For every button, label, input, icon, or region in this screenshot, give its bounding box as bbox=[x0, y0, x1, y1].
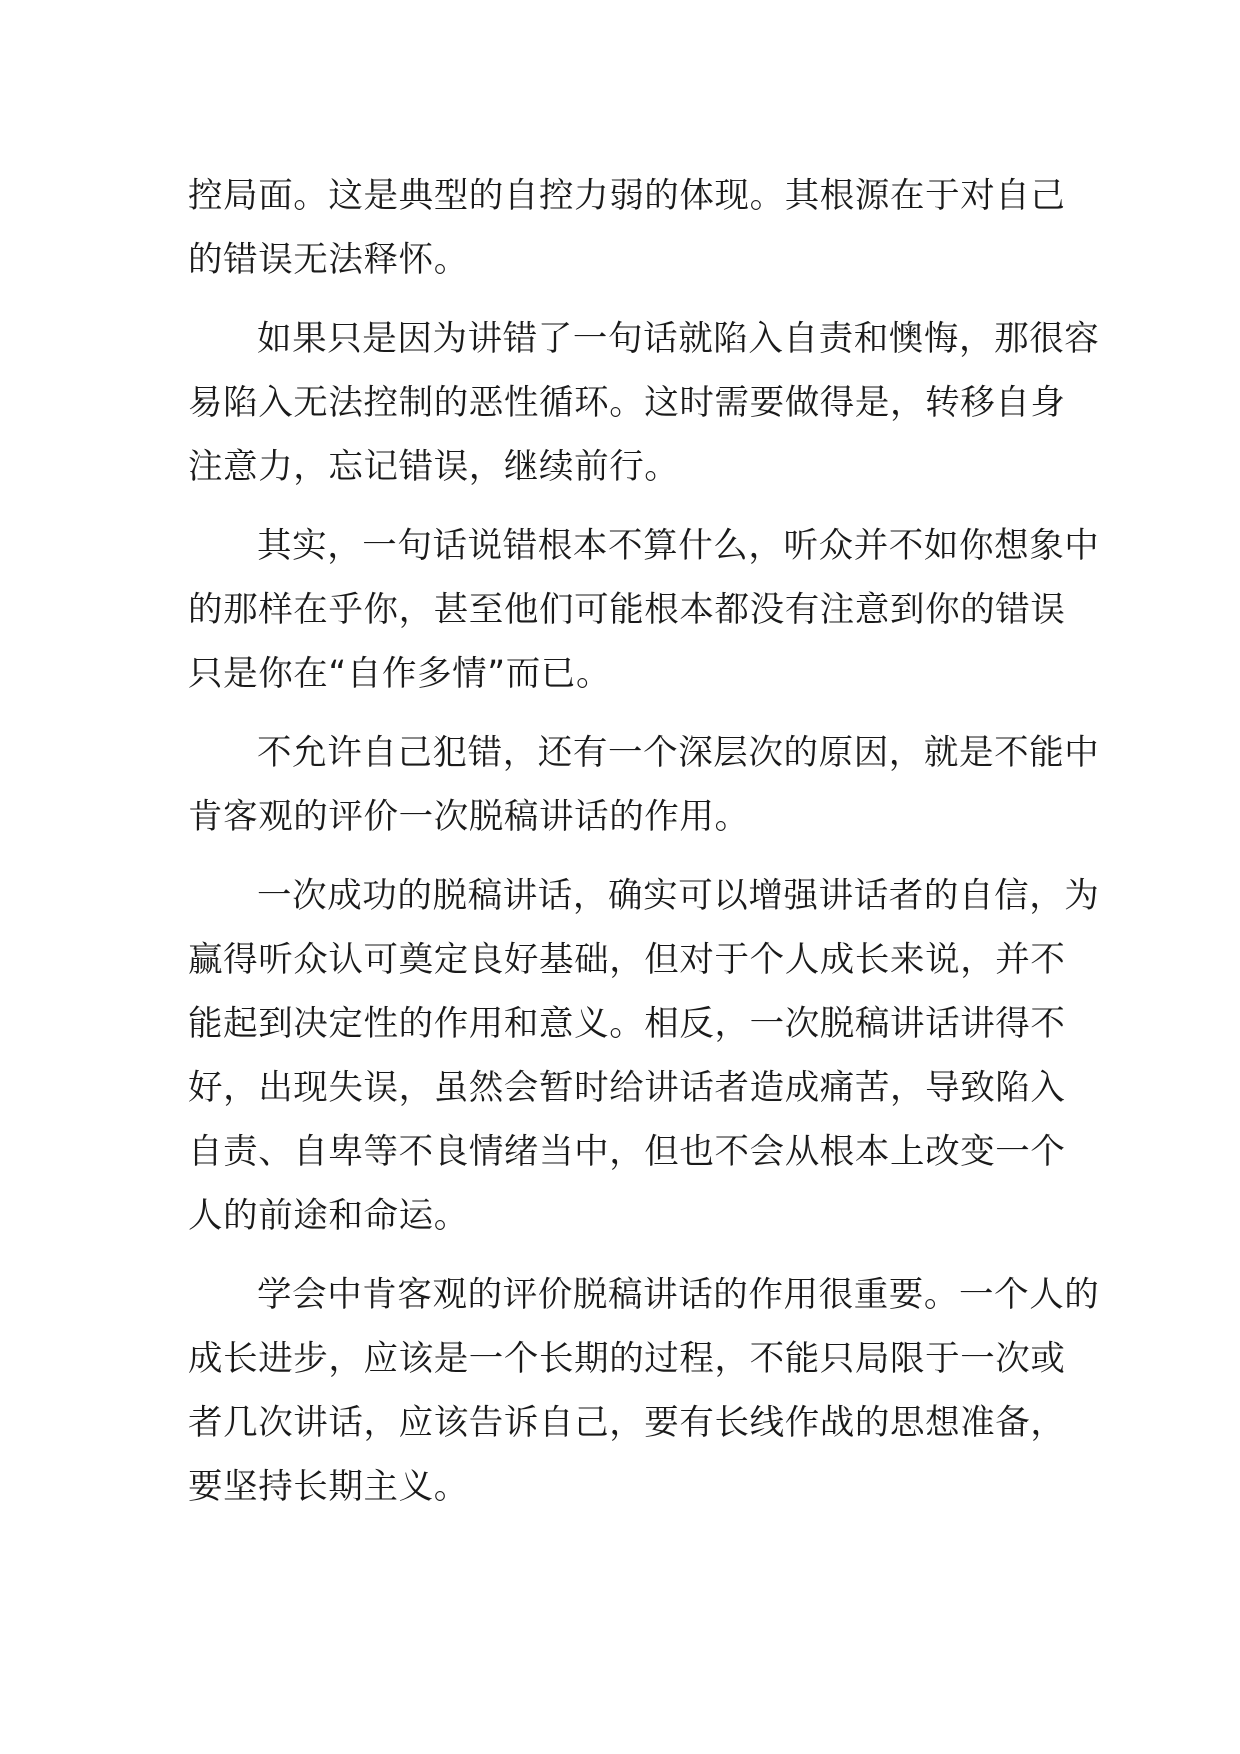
body-text bbox=[188, 164, 1100, 1534]
text-line: 易陷入无法控制的恶性循环。这时需要做得是，转移自身 bbox=[188, 383, 1066, 423]
paragraph-2 bbox=[188, 307, 1100, 499]
text-line: 一次成功的脱稿讲话，确实可以增强讲话者的自信，为 bbox=[257, 876, 1100, 916]
text-line: 控局面。这是典型的自控力弱的体现。其根源在于对自己 bbox=[188, 176, 1066, 216]
text-line: 学会中肯客观的评价脱稿讲话的作用很重要。一个人的 bbox=[257, 1275, 1100, 1315]
paragraph-5 bbox=[188, 864, 1100, 1248]
text-line: 注意力，忘记错误，继续前行。 bbox=[188, 447, 680, 487]
text-line: 成长进步，应该是一个长期的过程，不能只局限于一次或 bbox=[188, 1339, 1066, 1379]
paragraph-6 bbox=[188, 1263, 1100, 1519]
text-line: 只是你在“自作多情”而已。 bbox=[188, 654, 612, 694]
text-line: 不允许自己犯错，还有一个深层次的原因，就是不能中 bbox=[257, 733, 1100, 773]
paragraph-4 bbox=[188, 721, 1100, 849]
paragraph-3 bbox=[188, 514, 1100, 706]
text-line: 能起到决定性的作用和意义。相反，一次脱稿讲话讲得不 bbox=[188, 1004, 1066, 1044]
text-line: 自责、自卑等不良情绪当中，但也不会从根本上改变一个 bbox=[188, 1132, 1066, 1172]
text-line: 赢得听众认可奠定良好基础，但对于个人成长来说，并不 bbox=[188, 940, 1066, 980]
text-line: 的错误无法释怀。 bbox=[188, 240, 469, 280]
text-line: 的那样在乎你，甚至他们可能根本都没有注意到你的错误 bbox=[188, 590, 1066, 630]
text-line: 人的前途和命运。 bbox=[188, 1196, 469, 1236]
paragraph-1 bbox=[188, 164, 1066, 292]
text-line: 要坚持长期主义。 bbox=[188, 1467, 469, 1507]
text-line: 肯客观的评价一次脱稿讲话的作用。 bbox=[188, 797, 750, 837]
text-line: 好，出现失误，虽然会暂时给讲话者造成痛苦，导致陷入 bbox=[188, 1068, 1066, 1108]
text-line: 如果只是因为讲错了一句话就陷入自责和懊悔，那很容 bbox=[257, 319, 1100, 359]
text-line: 其实，一句话说错根本不算什么，听众并不如你想象中 bbox=[257, 526, 1100, 566]
text-line: 者几次讲话，应该告诉自己，要有长线作战的思想准备， bbox=[188, 1403, 1066, 1443]
